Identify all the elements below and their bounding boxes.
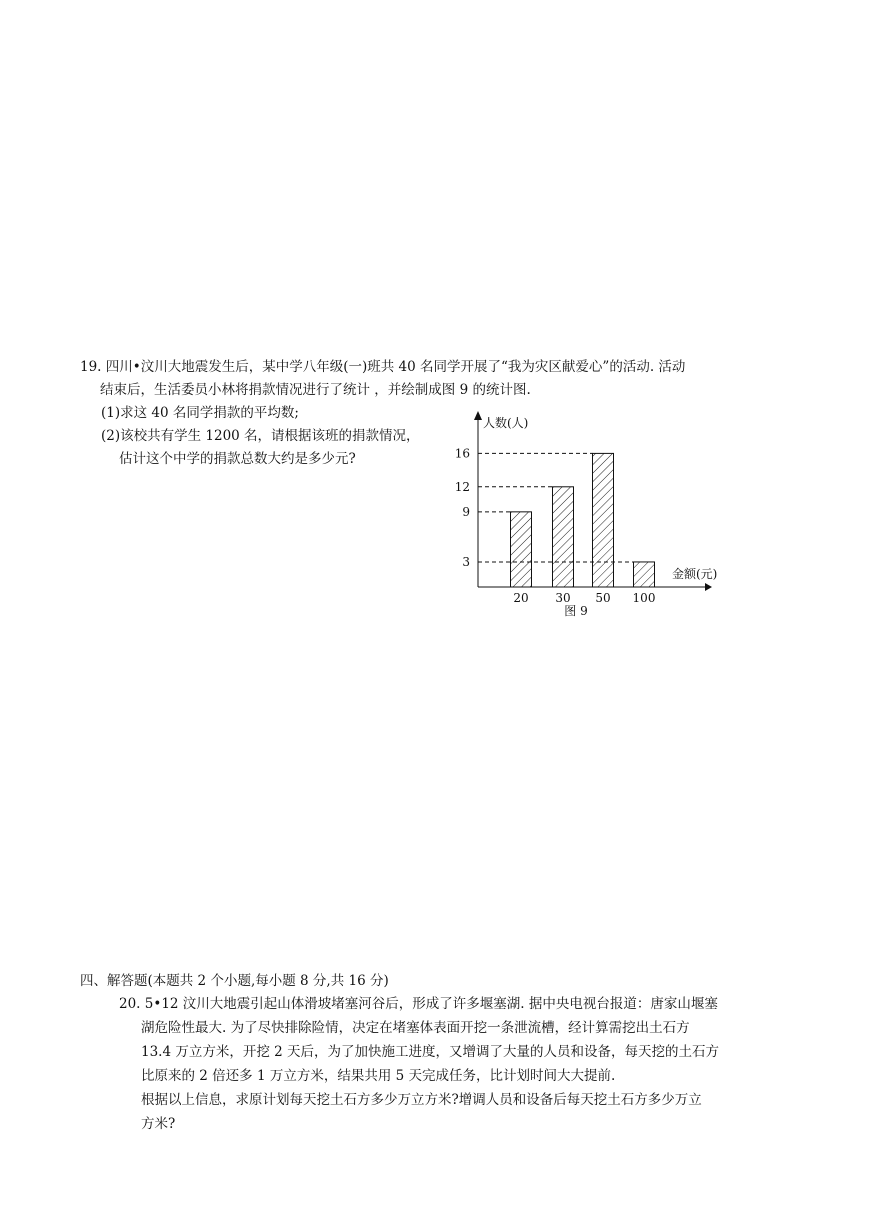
y-tick-16: 16 — [454, 446, 470, 461]
chart-bars — [511, 453, 655, 587]
question-20-line-1: 20. 5•12 汶川大地震引起山体滑坡堵塞河谷后，形成了许多堰塞湖. 据中央电视台报道：唐家山堰塞 — [119, 996, 718, 1012]
question-19-line-2: 结束后，生活委员小林将捐款情况进行了统计 ，并绘制成图 9 的统计图. — [100, 382, 531, 398]
y-tick-12: 12 — [454, 479, 470, 494]
bar-30 — [553, 487, 574, 587]
y-tick-3: 3 — [462, 554, 470, 569]
x-tick-50: 50 — [595, 591, 611, 605]
bar-100 — [634, 562, 655, 587]
bar-50 — [593, 453, 614, 587]
y-tick-9: 9 — [462, 504, 470, 519]
section-4-heading: 四、解答题(本题共 2 个小题,每小题 8 分,共 16 分) — [80, 973, 389, 989]
bar-20 — [511, 512, 532, 587]
question-19-line-1: 19. 四川•汶川大地震发生后，某中学八年级(一)班共 40 名同学开展了“我为灾区献爱心”的活动. 活动 — [80, 359, 686, 375]
x-tick-20: 20 — [513, 591, 529, 605]
x-tick-labels — [513, 591, 655, 605]
x-axis-arrow-icon — [705, 583, 712, 591]
y-axis-label: 人数(人) — [483, 416, 529, 430]
question-20-line-2: 湖危险性最大. 为了尽快排除险情，决定在堵塞体表面开挖一条泄流槽，经计算需挖出土石方 — [141, 1020, 690, 1036]
question-20-line-3: 13.4 万立方米，开挖 2 天后，为了加快施工进度，又增调了大量的人员和设备，每天挖的土石方 — [141, 1044, 720, 1060]
x-axis-label: 金额(元) — [672, 567, 718, 581]
x-tick-100: 100 — [632, 591, 656, 605]
question-19-part-1: (1)求这 40 名同学捐款的平均数; — [101, 405, 299, 421]
y-tick-labels — [455, 446, 470, 569]
x-tick-30: 30 — [555, 591, 571, 605]
question-20-line-4: 比原来的 2 倍还多 1 万立方米，结果共用 5 天完成任务，比计划时间大大提前. — [141, 1068, 616, 1084]
y-axis-arrow-icon — [474, 411, 482, 420]
question-20-line-6: 方米? — [141, 1116, 176, 1132]
question-20-line-5: 根据以上信息，求原计划每天挖土石方多少万立方米?增调人员和设备后每天挖土石方多少万立 — [141, 1092, 702, 1108]
question-19-part-2: (2)该校共有学生 1200 名，请根据该班的捐款情况， — [101, 428, 420, 444]
chart-caption: 图 9 — [564, 604, 588, 618]
question-19-part-2-continued: 估计这个中学的捐款总数大约是多少元? — [119, 451, 356, 467]
donation-bar-chart — [440, 405, 740, 620]
